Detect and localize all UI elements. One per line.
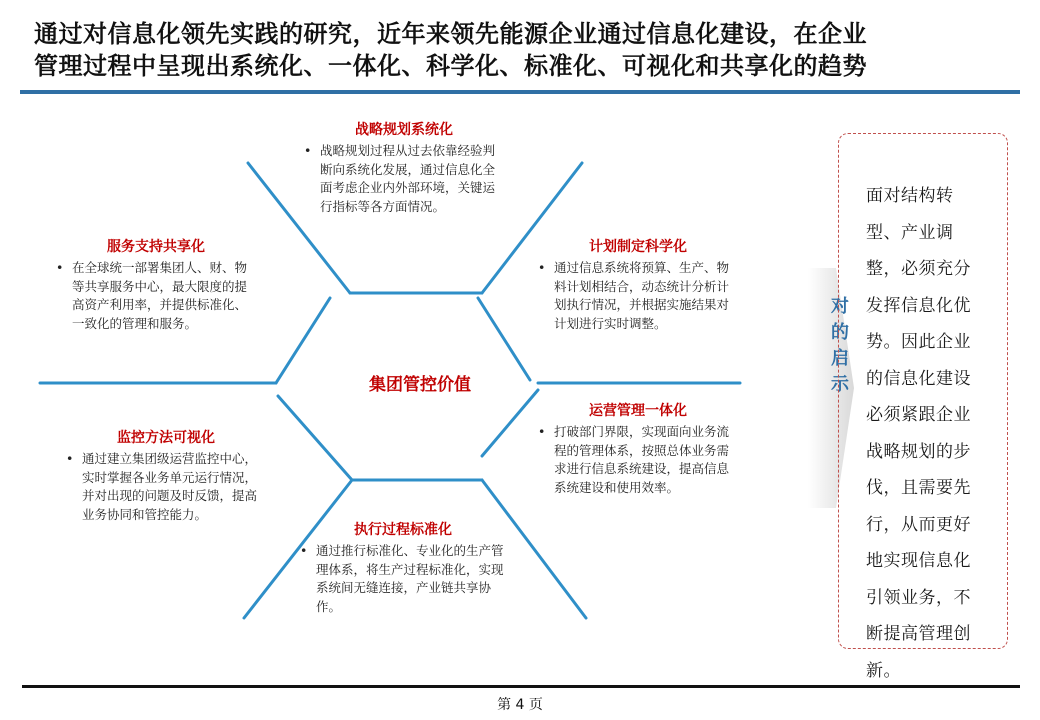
bullet-icon: •	[304, 143, 312, 158]
insight-text: 面对结构转型、产业调整，必须充分发挥信息化优势。因此企业的信息化建设必须紧跟企业战略规划的步伐，且需要先行，从而更好地实现信息化引领业务，不断提高管理创新。	[866, 186, 971, 681]
title-line-2: 管理过程中呈现出系统化、一体化、科学化、标准化、可视化和共享化的趋势	[34, 52, 867, 80]
block-operation-title: 运营管理一体化	[589, 403, 687, 419]
block-service	[56, 237, 256, 333]
block-operation	[538, 401, 738, 497]
block-strategy-text: 战略规划过程从过去依靠经验判断向系统化发展，通过信息化全面考虑企业内外部环境，关键运行指标等各方面情况。	[320, 143, 496, 214]
center-value-label: 集团管控价值	[369, 375, 471, 395]
block-monitoring-title: 监控方法可视化	[117, 430, 215, 446]
hex-edge-right-upper	[478, 298, 530, 380]
insight-label: 对的启示	[831, 296, 849, 395]
block-strategy-title: 战略规划系统化	[355, 122, 453, 138]
block-execution-title: 执行过程标准化	[354, 522, 452, 538]
block-monitoring-text: 通过建立集团级运营监控中心，实时掌握各业务单元运行情况，并对出现的问题及时反馈，提高业务协同和管控能力。	[82, 451, 258, 522]
hex-edge-left-lower	[278, 396, 352, 480]
bullet-icon: •	[66, 451, 74, 466]
block-service-text: 在全球统一部署集团人、财、物等共享服务中心，最大限度的提高资产利用率，并提供标准化、一致化的管理和服务。	[72, 260, 248, 331]
title-line-1: 通过对信息化领先实践的研究，近年来领先能源企业通过信息化建设，在企业	[34, 20, 867, 48]
footer-rule	[22, 685, 1020, 688]
page-number: 第 4 页	[497, 697, 543, 713]
block-execution-text: 通过推行标准化、专业化的生产管理体系，将生产过程标准化，实现系统间无缝连接，产业链共享协作。	[316, 543, 504, 614]
block-execution	[300, 520, 506, 616]
block-planning-title: 计划制定科学化	[589, 239, 687, 255]
block-service-title: 服务支持共享化	[107, 239, 205, 255]
bullet-icon: •	[538, 424, 546, 439]
hex-edge-right-lower	[482, 390, 538, 456]
block-operation-text: 打破部门界限，实现面向业务流程的管理体系，按照总体业务需求进行信息系统建设，提高信息系统建设和使用效率。	[554, 424, 730, 495]
bullet-icon: •	[538, 260, 546, 275]
hex-edge-left-upper	[276, 298, 330, 383]
bullet-icon: •	[56, 260, 64, 275]
block-strategy	[304, 120, 504, 216]
bullet-icon: •	[300, 543, 308, 558]
block-planning-text: 通过信息系统将预算、生产、物料计划相结合，动态统计分析计划执行情况，并根据实施结果对计划进行实时调整。	[554, 260, 730, 331]
block-planning	[538, 237, 738, 333]
block-monitoring	[66, 428, 266, 524]
